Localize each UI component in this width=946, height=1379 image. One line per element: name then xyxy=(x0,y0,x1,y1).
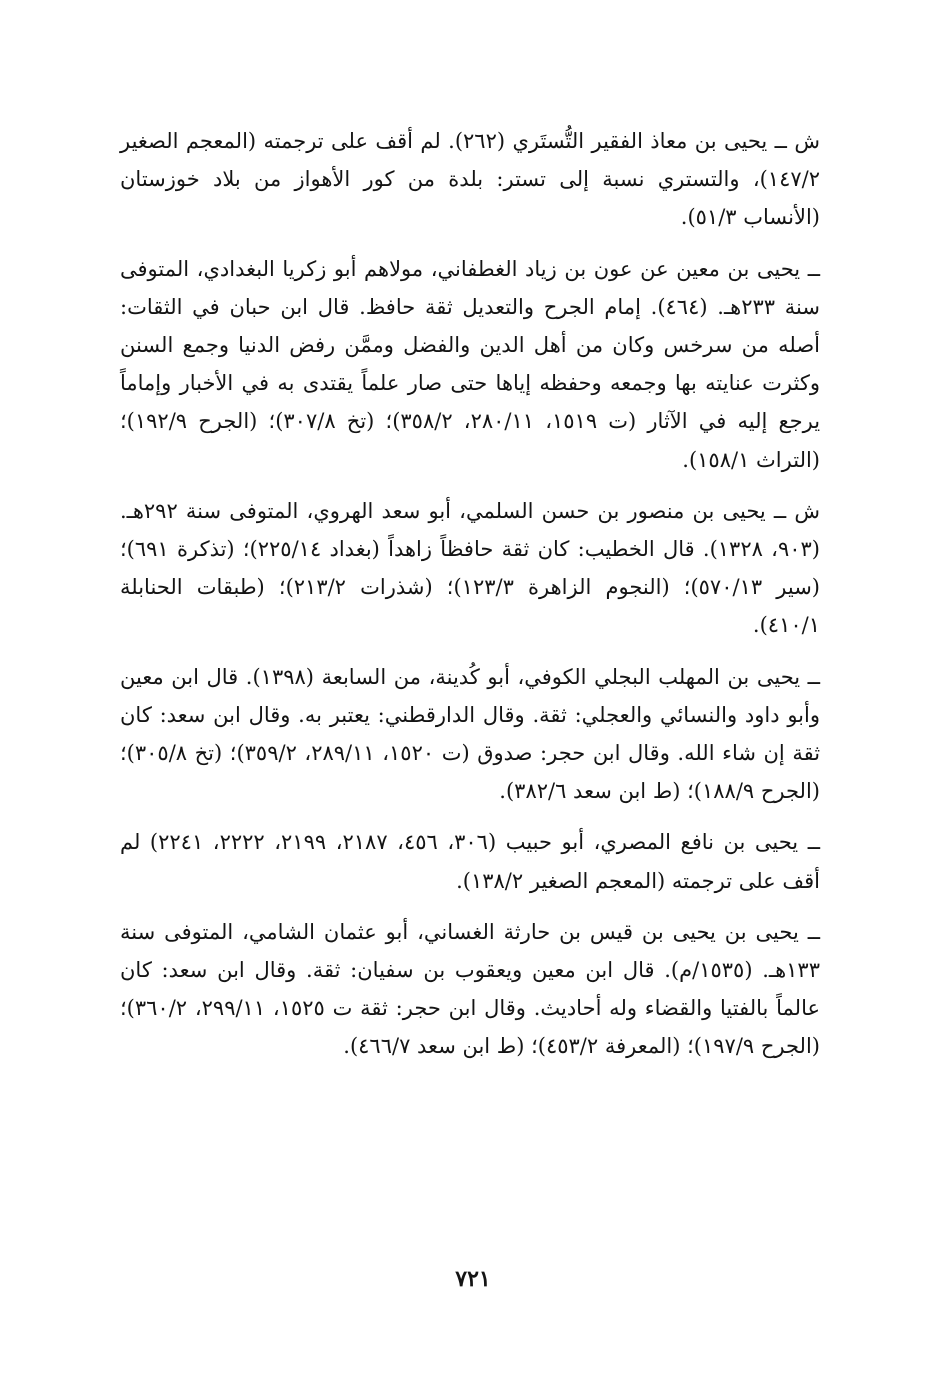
entry-yahya-bin-nafi: ــ يحيى بن نافع المصري، أبو حبيب (٣٠٦، ٤٥٦، ٢١٨٧، ٢١٩٩، ٢٢٢٢، ٢٢٤١) لم أقف على ترجمته (المعجم الصغير ١٣٨/٢). xyxy=(120,830,821,893)
page-number: ٧٢١ xyxy=(455,1266,491,1292)
entry-yahya-bin-mansur: ش ــ يحيى بن منصور بن حسن السلمي، أبو سعد الهروي، المتوفى سنة ٢٩٢هـ. (٩٠٣، ١٣٢٨). قال الخطيب: كان ثقة حافظاً زاهداً (بغداد ٢٢٥/١٤)؛ (تذكرة ٦٩١)؛ (سير ٥٧٠/١٣)؛ (النجوم الزاهرة ١٢٣/٣)؛ (شذرات ٢١٣/٢)؛ (طبقات الحنابلة ٤١٠/١). xyxy=(120,498,820,638)
entry-yahya-bin-al-muhallab: ــ يحيى بن المهلب البجلي الكوفي، أبو كُدينة، من السابعة (١٣٩٨). قال ابن معين وأبو داود والنسائي والعجلي: ثقة. وقال الدارقطني: يعتبر به. وقال ابن سعد: كان ثقة إن شاء الله. وقال ابن حجر: صدوق (ت ١٥٢٠، ٢٨٩/١١، ٣٥٩/٢)؛ (تخ ٣٠٥/٨)؛ (الجرح ١٨٨/٩)؛ (ط ابن سعد ٣٨٢/٦). xyxy=(120,664,821,804)
entry-yahya-bin-maeen: ــ يحيى بن معين عن عون بن زياد الغطفاني، مولاهم أبو زكريا البغدادي، المتوفى سنة ٢٣٣هـ. (٤٦٤). إمام الجرح والتعديل ثقة حافظ. قال ابن حبان في الثقات: أصله من سرخس وكان من أهل الدين والفضل وممَّن رفض الدنيا وجمع السنن وكثرت عنايته بها وجمعه وحفظه إياها حتى صار علماً يقتدى به في الأخبار وإماماً يرجع إليه في الآثار (ت ١٥١٩، ٢٨٠/١١، ٣٥٨/٢)؛ (تخ ٣٠٧/٨)؛ (الجرح ١٩٢/٩)؛ (التراث ١٥٨/١). xyxy=(120,256,821,472)
page-body xyxy=(120,122,820,1079)
entry-yahya-bin-yahya: ــ يحيى بن يحيى بن قيس بن حارثة الغساني، أبو عثمان الشامي، المتوفى سنة ١٣٣هـ. (١٥٣٥/م). قال ابن معين ويعقوب بن سفيان: ثقة. وقال ابن سعد: كان عالماً بالفتيا والقضاء وله أحاديث. وقال ابن حجر: ثقة ت ١٥٢٥، ٢٩٩/١١، ٣٦٠/٢)؛ (الجرح ١٩٧/٩)؛ (المعرفة ٤٥٣/٢)؛ (ط ابن سعد ٤٦٦/٧). xyxy=(120,919,821,1059)
entry-yahya-bin-muadh: ش ــ يحيى بن معاذ الفقير التُّستَري (٢٦٢). لم أقف على ترجمته (المعجم الصغير ١٤٧/٢)، والتستري نسبة إلى تستر: بلدة من كور الأهواز من بلاد خوزستان (الأنساب ٥١/٣). xyxy=(120,129,820,230)
